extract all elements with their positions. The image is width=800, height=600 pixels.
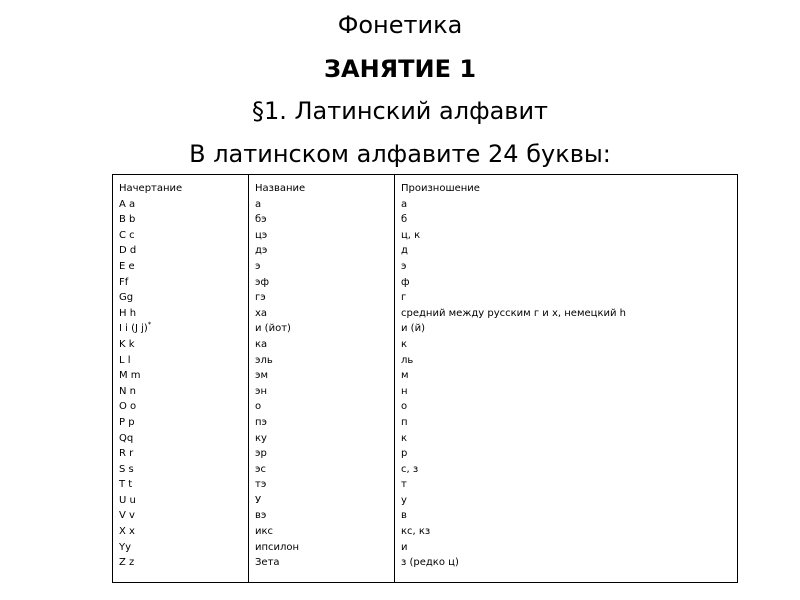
pronunciation-cell: ф xyxy=(401,276,410,288)
letter-text: I i (J j) xyxy=(119,323,148,335)
pronunciation-cell: у xyxy=(401,494,407,506)
letter-text: Z z xyxy=(119,557,135,569)
pronunciation-cell: п xyxy=(401,416,408,428)
pronunciation-cell: к xyxy=(401,432,408,444)
letter-cell xyxy=(119,228,248,244)
name-cell: гэ xyxy=(255,292,266,304)
pronunciation-cell: в xyxy=(401,510,407,522)
name-cell: ха xyxy=(255,307,268,319)
pronunciation-cell: д xyxy=(401,245,408,257)
letter-cell xyxy=(119,399,248,415)
name-cell: эс xyxy=(255,463,266,475)
glyph-column xyxy=(113,175,249,582)
letter-cell xyxy=(119,368,248,384)
letter-cell xyxy=(119,353,248,369)
letter-text: K k xyxy=(119,338,135,350)
name-header: Название xyxy=(255,183,306,194)
pronunciation-cell: и xyxy=(401,541,408,553)
name-cell: а xyxy=(255,198,262,210)
letter-cell xyxy=(119,259,248,275)
name-cell: У xyxy=(255,494,262,506)
letter-cell xyxy=(119,431,248,447)
letter-text: Ff xyxy=(119,276,129,288)
letter-text: U u xyxy=(119,494,136,506)
letter-cell xyxy=(119,493,248,509)
letter-text: Qq xyxy=(119,432,134,444)
letter-text: N n xyxy=(119,385,136,397)
letter-cell xyxy=(119,306,248,322)
name-cell: бэ xyxy=(255,214,267,226)
name-cell: эль xyxy=(255,354,273,366)
name-cell: э xyxy=(255,260,261,272)
glyph-header: Начертание xyxy=(119,183,183,194)
pronunciation-cell: р xyxy=(401,448,408,460)
pronunciation-cell: и (й) xyxy=(401,323,425,335)
letter-text: P p xyxy=(119,416,135,428)
letter-text: O o xyxy=(119,401,137,413)
letter-cell xyxy=(119,415,248,431)
pronunciation-cell: средний между русским г и х, немецкий h xyxy=(401,307,626,319)
letter-text: M m xyxy=(119,370,141,382)
letter-cell xyxy=(119,555,248,571)
letter-cell xyxy=(119,384,248,400)
letter-text: V v xyxy=(119,510,135,522)
pronunciation-cell: ц, к xyxy=(401,229,421,241)
name-cell: эр xyxy=(255,448,267,460)
letter-text: T t xyxy=(119,479,133,491)
letter-cell xyxy=(119,540,248,556)
name-cell: икс xyxy=(255,526,274,538)
intro-text: В латинском алфавите 24 буквы: xyxy=(189,140,611,168)
name-cell: ку xyxy=(255,432,267,444)
pronunciation-cell: кс, кз xyxy=(401,526,431,538)
letter-text: D d xyxy=(119,245,137,257)
letter-text: R r xyxy=(119,448,134,460)
alphabet-table xyxy=(112,174,738,583)
letter-cell xyxy=(119,275,248,291)
name-cell: ка xyxy=(255,338,268,350)
letter-text: L l xyxy=(119,354,131,366)
pronunciation-cell: о xyxy=(401,401,408,413)
name-cell: дэ xyxy=(255,245,268,257)
name-cell: вэ xyxy=(255,510,267,522)
footnote-marker: * xyxy=(147,321,152,330)
pronunciation-cell: э xyxy=(401,260,407,272)
pronunciation-cell: н xyxy=(401,385,408,397)
name-cell: эн xyxy=(255,385,268,397)
pronunciation-cell: а xyxy=(401,198,408,210)
letter-text: H h xyxy=(119,307,137,319)
pronunciation-cell: г xyxy=(401,292,407,304)
letter-text: E e xyxy=(119,260,135,272)
letter-cell xyxy=(119,321,248,337)
name-cell: цэ xyxy=(255,229,268,241)
pronunciation-column xyxy=(395,175,737,582)
letter-text: Gg xyxy=(119,292,134,304)
letter-cell xyxy=(119,477,248,493)
pronunciation-cell: т xyxy=(401,479,407,491)
letter-text: Yy xyxy=(119,541,132,553)
letter-text: X x xyxy=(119,526,135,538)
name-cell: Зета xyxy=(255,557,280,569)
name-cell: о xyxy=(255,401,262,413)
name-cell: эф xyxy=(255,276,270,288)
letter-cell xyxy=(119,243,248,259)
name-cell: тэ xyxy=(255,479,267,491)
letter-cell xyxy=(119,290,248,306)
letter-text: C c xyxy=(119,229,135,241)
name-cell: пэ xyxy=(255,416,268,428)
letter-cell xyxy=(119,524,248,540)
section-title: §1. Латинский алфавит xyxy=(251,97,549,125)
letter-cell xyxy=(119,462,248,478)
letter-cell xyxy=(119,337,248,353)
pronunciation-cell: к xyxy=(401,338,408,350)
pronunciation-cell: б xyxy=(401,214,408,226)
slide-title: Фонетика xyxy=(337,11,463,39)
letter-cell xyxy=(119,508,248,524)
letter-cell xyxy=(119,212,248,228)
pronunciation-cell: м xyxy=(401,370,409,382)
letter-text: A a xyxy=(119,198,136,210)
name-cell: ипсилон xyxy=(255,541,300,553)
lesson-title: ЗАНЯТИЕ 1 xyxy=(323,55,477,83)
pronunciation-cell: ль xyxy=(401,354,414,366)
name-cell: эм xyxy=(255,370,269,382)
pronunciation-cell: с, з xyxy=(401,463,419,475)
letter-text: B b xyxy=(119,214,136,226)
name-column xyxy=(249,175,395,582)
pronunciation-header: Произношение xyxy=(401,183,480,194)
letter-cell xyxy=(119,446,248,462)
name-cell: и (йот) xyxy=(255,323,291,335)
letter-cell xyxy=(119,197,248,213)
letter-text: S s xyxy=(119,463,134,475)
pronunciation-cell: з (редко ц) xyxy=(401,557,459,569)
